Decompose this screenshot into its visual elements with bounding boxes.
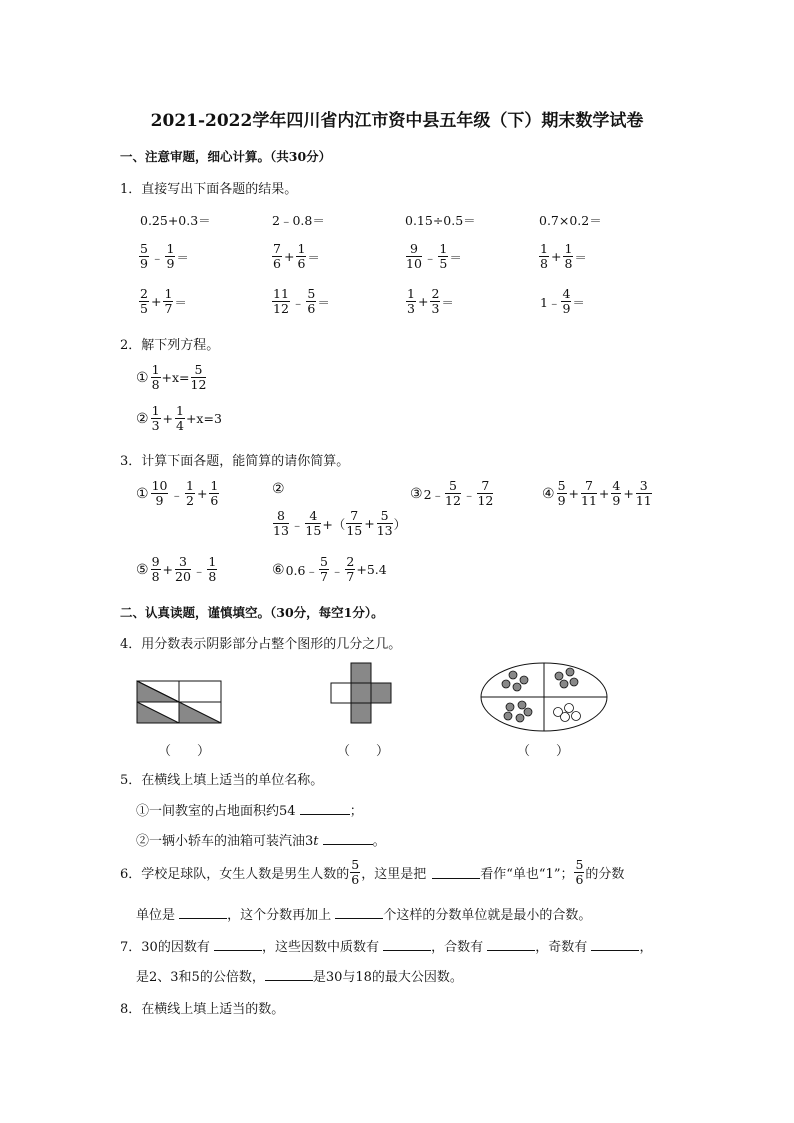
question-2-label: 2．解下列方程。 xyxy=(120,338,220,353)
answer-blank-q7-4[interactable] xyxy=(591,938,639,951)
answer-blank-q6-2[interactable] xyxy=(179,906,227,919)
mental-calc-2: 2﹣0.8＝ xyxy=(272,213,325,228)
figure-cross-shape xyxy=(328,662,398,734)
mental-calc-3: 0.15÷0.5＝ xyxy=(405,213,476,228)
answer-blank-figure-1[interactable]: （ ） xyxy=(158,744,211,759)
equation-2: ② $\frac{1}{3}$ + $\frac{1}{4}$ +x=3 xyxy=(136,403,222,434)
question-5-item-2: ②一辆小轿车的油箱可装汽油3t 。 xyxy=(136,834,386,849)
question-3-label: 3．计算下面各题，能简算的请你简算。 xyxy=(120,454,350,469)
question-7-line-2: 是2、3和5的公倍数， 是30与18的最大公因数。 xyxy=(136,970,463,985)
question-5-item-1: ①一间教室的占地面积约54 ； xyxy=(136,804,363,819)
figure-rectangle-triangles xyxy=(136,680,224,726)
fraction-calc-r2-3: $\frac{9}{10}$ ﹣ $\frac{1}{5}$ ＝ xyxy=(406,241,462,272)
calc-problem-5: ⑤ $\frac{9}{8}$ + $\frac{3}{20}$ ﹣ $\frac{1}{8}$ xyxy=(136,554,217,585)
calc-problem-1: ① $\frac{10}{9}$ ﹣ $\frac{1}{2}$ + $\frac{1}{6}$ xyxy=(136,478,219,509)
calc-problem-3: ③ 2﹣ $\frac{5}{12}$ ﹣ $\frac{7}{12}$ xyxy=(410,478,494,509)
question-7-line-1: 7．30的因数有 ，这些因数中质数有 ，合数有 ，奇数有 ， xyxy=(120,940,653,955)
answer-blank-q7-5[interactable] xyxy=(265,968,313,981)
answer-blank-figure-2[interactable]: （ ） xyxy=(337,744,390,759)
fraction-calc-r3-3: $\frac{1}{3}$ + $\frac{2}{3}$ ＝ xyxy=(407,286,454,317)
question-6-line-1: 6．学校足球队，女生人数是男生人数的 $\frac{5}{6}$ ，这里是把 看作“单也“1”； $\frac{5}{6}$ 的分数 xyxy=(120,857,625,888)
answer-blank-q5-1[interactable] xyxy=(300,802,350,815)
equation-1: ① $\frac{1}{8}$ +x= $\frac{5}{12}$ xyxy=(136,362,207,393)
answer-blank-q7-1[interactable] xyxy=(214,938,262,951)
calc-problem-2: $\frac{8}{13}$ ﹣ $\frac{4}{15}$ +（ $\frac{7}{15}$ + $\frac{5}{13}$ ） xyxy=(273,508,407,539)
question-4-label: 4．用分数表示阴影部分占整个图形的几分之几。 xyxy=(120,637,402,652)
answer-blank-q6-1[interactable] xyxy=(432,866,480,879)
calc-problem-2-number: ② xyxy=(272,481,285,497)
mental-calc-1: 0.25+0.3＝ xyxy=(140,213,211,228)
answer-blank-q6-3[interactable] xyxy=(335,906,383,919)
page-title: 2021-2022学年四川省内江市资中县五年级（下）期末数学试卷 xyxy=(150,111,644,131)
section-2-heading: 二、认真读题，谨慎填空。（30分，每空1分）。 xyxy=(120,605,384,620)
fraction-calc-r3-4: 1﹣ $\frac{4}{9}$ ＝ xyxy=(540,286,585,317)
fraction-calc-r2-4: $\frac{1}{8}$ + $\frac{1}{8}$ ＝ xyxy=(540,241,587,272)
fraction-calc-r2-1: $\frac{5}{9}$ ﹣ $\frac{1}{9}$ ＝ xyxy=(140,241,189,272)
question-6-line-2: 单位是 ，这个分数再加上 个这样的分数单位就是最小的合数。 xyxy=(136,908,592,923)
answer-blank-q5-2[interactable] xyxy=(323,832,373,845)
figure-oval-dots xyxy=(478,660,612,736)
fraction-calc-r2-2: $\frac{7}{6}$ + $\frac{1}{6}$ ＝ xyxy=(273,241,320,272)
question-1-label: 1．直接写出下面各题的结果。 xyxy=(120,182,298,197)
answer-blank-q7-2[interactable] xyxy=(383,938,431,951)
calc-problem-6: ⑥ 0.6﹣ $\frac{5}{7}$ ﹣ $\frac{2}{7}$ +5.4 xyxy=(272,554,387,585)
fraction-calc-r3-2: $\frac{11}{12}$ ﹣ $\frac{5}{6}$ ＝ xyxy=(273,286,330,317)
fraction-calc-r3-1: $\frac{2}{5}$ + $\frac{1}{7}$ ＝ xyxy=(140,286,187,317)
answer-blank-figure-3[interactable]: （ ） xyxy=(517,744,570,759)
question-5-label: 5．在横线上填上适当的单位名称。 xyxy=(120,773,324,788)
mental-calc-4: 0.7×0.2＝ xyxy=(539,213,602,228)
section-1-heading: 一、注意审题，细心计算。（共30分） xyxy=(120,149,332,164)
calc-problem-4: ④ $\frac{5}{9}$ + $\frac{7}{11}$ + $\frac{4}{9}$ + $\frac{3}{11}$ xyxy=(542,478,652,509)
question-8-label: 8．在横线上填上适当的数。 xyxy=(120,1002,285,1017)
answer-blank-q7-3[interactable] xyxy=(487,938,535,951)
